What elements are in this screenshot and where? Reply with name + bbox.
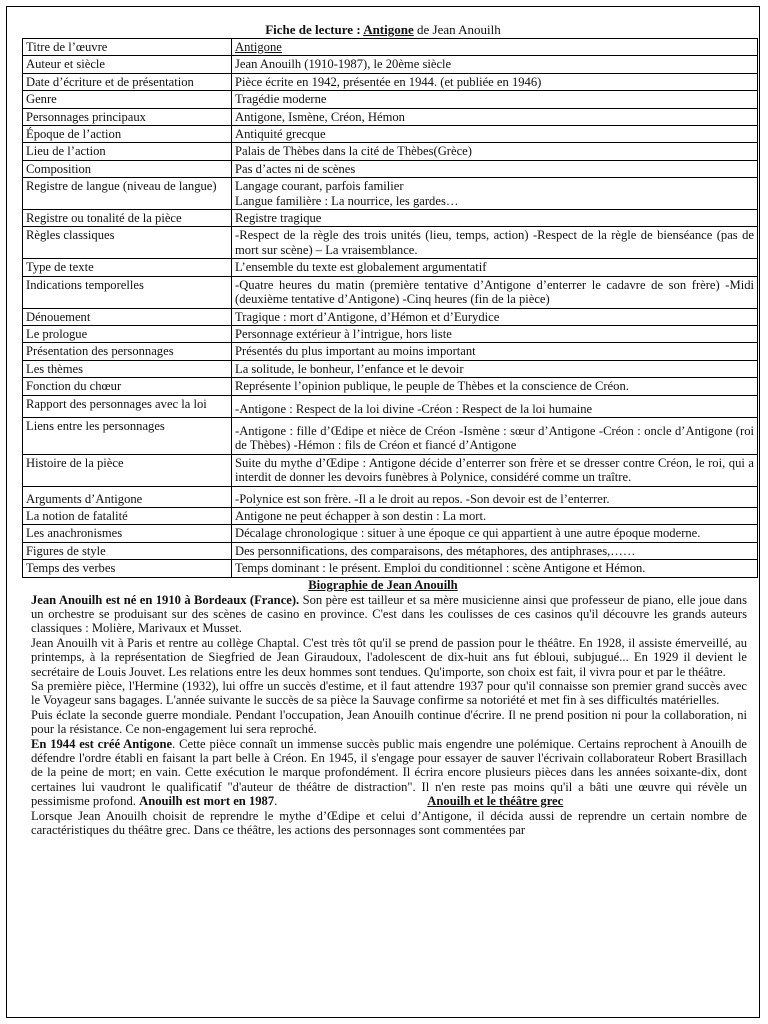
row-value: La solitude, le bonheur, l’enfance et le devoir: [232, 360, 758, 377]
table-row: [23, 542, 758, 559]
row-label: Les anachronismes: [23, 525, 232, 542]
row-value: Représente l’opinion publique, le peuple de Thèbes et la conscience de Créon.: [232, 378, 758, 395]
row-label: Les thèmes: [23, 360, 232, 377]
row-value: Pas d’actes ni de scènes: [232, 160, 758, 177]
row-value: L’ensemble du texte est globalement argumentatif: [232, 259, 758, 276]
bio-paragraph: Lorsque Jean Anouilh choisit de reprendre le mythe d’Œdipe et celui d’Antigone, il décida aussi de reprendre un certain nombre de caractéristiques du théâtre grec. Dans ce théâtre, les actions des personnages sont commentées par: [31, 808, 747, 838]
row-value: Antigone, Ismène, Créon, Hémon: [232, 108, 758, 125]
table-row: [23, 108, 758, 125]
row-label: Dénouement: [23, 308, 232, 325]
row-value: -Polynice est son frère. -Il a le droit au repos. -Son devoir est de l’enterrer.: [232, 486, 758, 507]
row-label: Registre ou tonalité de la pièce: [23, 210, 232, 227]
row-value: Présentés du plus important au moins important: [232, 343, 758, 360]
row-value: Suite du mythe d’Œdipe : Antigone décide d’enterrer son frère et se dresser contre Créon, le roi, qui a interdit de donner les devoirs funèbres à Polynice, considéré comme un traître.: [232, 454, 758, 486]
row-value: -Antigone : Respect de la loi divine -Créon : Respect de la loi humaine: [232, 395, 758, 417]
table-row: [23, 360, 758, 377]
bio-bold: Jean Anouilh est né en 1910 à Bordeaux (France).: [31, 592, 300, 607]
title-suffix: de Jean Anouilh: [413, 22, 501, 37]
table-row: [23, 56, 758, 73]
row-label: Date d’écriture et de présentation: [23, 73, 232, 90]
bio-paragraph: [31, 593, 747, 636]
table-row: [23, 378, 758, 395]
table-row: [23, 160, 758, 177]
row-value: [232, 178, 758, 210]
table-row: [23, 178, 758, 210]
row-value: Registre tragique: [232, 210, 758, 227]
row-value-line: Langue familière : La nourrice, les gardes…: [235, 193, 459, 208]
row-label: Titre de l’œuvre: [23, 39, 232, 56]
row-value: -Antigone : fille d’Œdipe et nièce de Créon -Ismène : sœur d’Antigone -Créon : oncle d’Antigone (roi de Thèbes) -Hémon : fils de Créon et fiancé d’Antigone: [232, 417, 758, 454]
row-label: Genre: [23, 91, 232, 108]
row-value: Temps dominant : le présent. Emploi du conditionnel : scène Antigone et Hémon.: [232, 560, 758, 577]
row-label: Rapport des personnages avec la loi: [23, 395, 232, 417]
row-label: Présentation des personnages: [23, 343, 232, 360]
table-row: [23, 259, 758, 276]
table-row: [23, 343, 758, 360]
bio-bold: Anouilh est mort en 1987: [139, 794, 275, 809]
table-row: [23, 227, 758, 259]
row-value: -Respect de la règle des trois unités (lieu, temps, action) -Respect de la règle de bienséance (pas de mort sur scène) – La vraisemblance.: [232, 227, 758, 259]
biography-text: [31, 593, 747, 838]
row-label: Figures de style: [23, 542, 232, 559]
table-row: [23, 560, 758, 577]
row-label: Auteur et siècle: [23, 56, 232, 73]
table-row: [23, 126, 758, 143]
document-page: [6, 6, 760, 1018]
table-row: [23, 308, 758, 325]
row-label: Époque de l’action: [23, 126, 232, 143]
row-label: Fonction du chœur: [23, 378, 232, 395]
table-row: [23, 507, 758, 524]
row-value: Des personnifications, des comparaisons, des métaphores, des antiphrases,……: [232, 542, 758, 559]
row-label: Histoire de la pièce: [23, 454, 232, 486]
bio-paragraph: Puis éclate la seconde guerre mondiale. Pendant l'occupation, Jean Anouilh continue d'écrire. Il ne prend position ni pour la collaboration, ni pour la résistance. Ce non-engagement lui sera reproché.: [31, 707, 747, 737]
bio-text: Son père est tailleur et sa mère musicienne ainsi que professeur de piano, elle joue dans un orchestre se produisant sur des scènes de casino en province. C'est dans les coulisses de ces casinos qu'il découvre les grands auteurs classiques : Molière, Marivaux et Musset.: [31, 592, 747, 636]
table-row: [23, 73, 758, 90]
table-row: [23, 39, 758, 56]
table-row: [23, 454, 758, 486]
table-row: [23, 210, 758, 227]
bio-bold: En 1944 est créé Antigone: [31, 736, 173, 751]
title-work: Antigone: [363, 22, 414, 37]
row-value: Antiquité grecque: [232, 126, 758, 143]
row-label: Lieu de l’action: [23, 143, 232, 160]
row-label: Arguments d’Antigone: [23, 486, 232, 507]
row-value: Décalage chronologique : situer à une époque ce qui appartient à une autre époque moderne.: [232, 525, 758, 542]
row-label: Type de texte: [23, 259, 232, 276]
row-value: Tragique : mort d’Antigone, d’Hémon et d’Eurydice: [232, 308, 758, 325]
row-value: Tragédie moderne: [232, 91, 758, 108]
row-label: La notion de fatalité: [23, 507, 232, 524]
row-value: Pièce écrite en 1942, présentée en 1944. (et publiée en 1946): [232, 73, 758, 90]
biography-heading: Biographie de Jean Anouilh: [308, 577, 458, 592]
row-label: Indications temporelles: [23, 276, 232, 308]
greek-theatre-heading: Anouilh et le théâtre grec: [427, 794, 564, 809]
row-value: Personnage extérieur à l’intrigue, hors liste: [232, 325, 758, 342]
row-value: Jean Anouilh (1910-1987), le 20ème siècle: [232, 56, 758, 73]
row-value: Palais de Thèbes dans la cité de Thèbes(Grèce): [232, 143, 758, 160]
bio-text: . Cette pièce connaît un immense succès public mais engendre une polémique. Certains reprochent à Anouilh de défendre l'ordre établi en faisant la part belle à Créon. En 1945, il s'engage pour essayer de sauver l'écrivain collaborateur Robert Brasillach de la peine de mort; en vain. Cette exécution le marque profondément. Il écrira encore plusieurs pièces dans les années soixante-dix, dont certaines lui vaudront le qualificatif "d'auteur de théâtre de distraction". Il n'en reste pas moins qu'il a bâti une œuvre qui révèle un pessimisme profond.: [31, 736, 747, 809]
bio-paragraph: [31, 737, 747, 809]
row-value: -Quatre heures du matin (première tentative d’Antigone d’enterrer le cadavre de son frère) -Midi (deuxième tentative d’Antigone) -Cinq heures (fin de la pièce): [232, 276, 758, 308]
row-label: Règles classiques: [23, 227, 232, 259]
bio-paragraph: Jean Anouilh vit à Paris et rentre au collège Chaptal. C'est très tôt qu'il se prend de passion pour le théâtre. En 1928, il assiste émerveillé, au printemps, à la représentation de Siegfried de Jean Giraudoux, l'adolescent de dix-huit ans fut ébloui, subjugué... En 1929 il devient le secrétaire de Louis Jouvet. Les relations entre les deux hommes sont tendues. Qu'importe, son choix est fait, il vivra pour et par le théâtre.: [31, 635, 747, 679]
reading-sheet-table: [22, 38, 758, 578]
row-value: Antigone ne peut échapper à son destin : La mort.: [232, 507, 758, 524]
row-label: Personnages principaux: [23, 108, 232, 125]
table-row: [23, 91, 758, 108]
row-label: Le prologue: [23, 325, 232, 342]
row-value: Antigone: [232, 39, 758, 56]
row-label: Liens entre les personnages: [23, 417, 232, 454]
table-row: [23, 395, 758, 417]
table-row: [23, 417, 758, 454]
table-row: [23, 276, 758, 308]
table-row: [23, 486, 758, 507]
title-prefix: Fiche de lecture :: [265, 22, 364, 37]
row-value-line: Langage courant, parfois familier: [235, 179, 404, 194]
row-label: Registre de langue (niveau de langue): [23, 178, 232, 210]
bio-text: .: [274, 794, 278, 809]
document-title: [7, 21, 759, 38]
table-row: [23, 325, 758, 342]
table-row: [23, 525, 758, 542]
bio-paragraph: Sa première pièce, l'Hermine (1932), lui offre un succès d'estime, et il faut attendre 1937 pour qu'il connaisse son premier grand succès avec le Voyageur sans bagages. L'année suivante le succès de sa pièce la Sauvage confirme sa notoriété et met fin à ses difficultés matérielles.: [31, 679, 747, 708]
row-label: Temps des verbes: [23, 560, 232, 577]
table-row: [23, 143, 758, 160]
row-label: Composition: [23, 160, 232, 177]
